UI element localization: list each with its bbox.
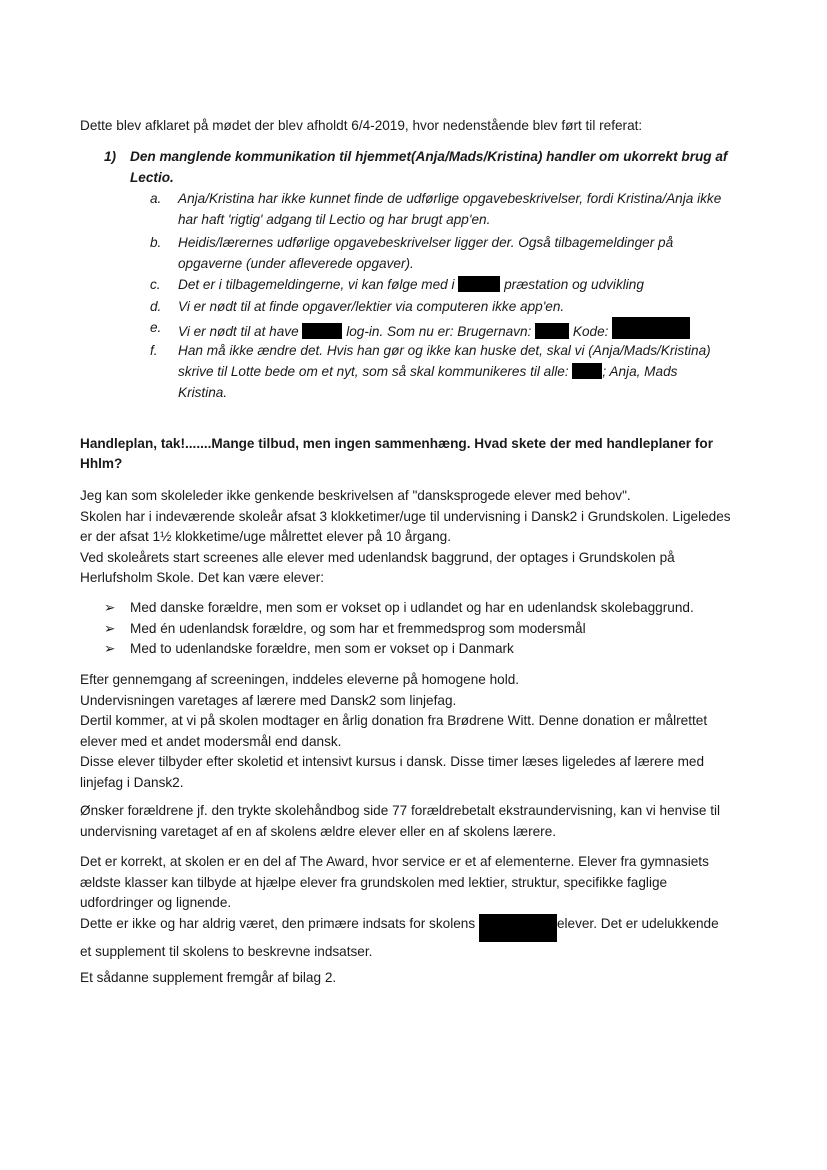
paragraph-line: Det er korrekt, at skolen er en del af The Award, hvor service er et af elementerne. Elever fra gymnasiets (80, 854, 709, 869)
paragraph-4b (80, 914, 760, 963)
subitem-e-text-code: Kode: (569, 324, 613, 339)
paragraph-2 (80, 670, 760, 793)
redaction-box (302, 323, 342, 339)
subitem-e (150, 317, 750, 342)
subitem-c-text-post: præstation og udvikling (500, 277, 644, 292)
redaction-box (572, 363, 602, 379)
heading-line-1: Handleplan, tak!.......Mange tilbud, men ingen sammenhæng. Hvad skete der med handleplaner for (80, 436, 713, 451)
subitem-f-line-2 (178, 361, 750, 382)
redaction-box (458, 276, 500, 292)
subitem-e-line (178, 317, 750, 342)
paragraph-3 (80, 801, 760, 842)
paragraph-line: Efter gennemgang af screeningen, inddeles eleverne på homogene hold. (80, 672, 520, 687)
paragraph-line: Dertil kommer, at vi på skolen modtager en årlig donation fra Brødrene Witt. Denne donation er målrettet (80, 713, 708, 728)
paragraph-line: udfordringer og lignende. (80, 895, 232, 910)
arrow-bullet-icon: ➢ (104, 641, 116, 656)
item-1-line-2: Lectio. (130, 170, 174, 185)
numbered-item-1 (104, 146, 744, 188)
subitem-a-line-1: Anja/Kristina har ikke kunnet finde de udførlige opgavebeskrivelser, fordi Kristina/Anja ikke (178, 191, 722, 206)
bullet-item (104, 639, 744, 660)
arrow-bullet-icon: ➢ (104, 600, 116, 615)
subitem-a (150, 188, 750, 230)
paragraph-1 (80, 486, 760, 589)
subitem-d (150, 296, 750, 317)
subitem-c-line (178, 274, 750, 295)
subitem-c-text-pre: Det er i tilbagemeldingerne, vi kan følge med i (178, 277, 459, 292)
bullet-text: Med to udenlandske forældre, men som er vokset op i Danmark (130, 641, 514, 656)
item-1-line-1: Den manglende kommunikation til hjemmet(Anja/Mads/Kristina) handler om ukorrekt brug af (130, 149, 728, 164)
subitem-f-text-pre: skrive til Lotte bede om et nyt, som så skal kommunikeres til alle: (178, 364, 573, 379)
paragraph-line: Skolen har i indeværende skoleår afsat 3 klokketimer/uge til undervisning i Dansk2 i Grundskolen. Ligeledes (80, 508, 731, 524)
intro-text: Dette blev afklaret på mødet der blev afholdt 6/4-2019, hvor nedenstående blev ført til referat: (80, 118, 643, 133)
subitem-e-text-mid: log-in. Som nu er: Brugernavn: (342, 324, 536, 339)
subitem-letter: d. (150, 299, 162, 314)
subitem-letter: e. (150, 320, 162, 335)
paragraph-line: er der afsat 1½ klokketime/uge målrettet elever på 10 årgang. (80, 529, 452, 544)
paragraph-5: Et sådanne supplement fremgår af bilag 2. (80, 970, 337, 985)
subitem-e-text-pre: Vi er nødt til at have (178, 324, 303, 339)
paragraph-text-post: elever. Det er udelukkende (556, 916, 719, 931)
paragraph-line: et supplement til skolens to beskrevne indsatser. (80, 944, 373, 959)
redaction-box (612, 317, 690, 339)
paragraph-line: Herlufsholm Skole. Det kan være elever: (80, 570, 325, 585)
paragraph-line: Jeg kan som skoleleder ikke genkende beskrivelsen af "dansksprogede elever med behov". (80, 488, 631, 503)
subitem-f-text-post: ; Anja, Mads (602, 364, 678, 379)
bullet-item (104, 598, 744, 619)
redaction-box (479, 914, 557, 942)
paragraph-line: Ved skoleårets start screenes alle elever med udenlandsk baggrund, der optages i Grundskolen på (80, 549, 675, 565)
bullet-text: Med danske forældre, men som er vokset op i udlandet og har en udenlandsk skolebaggrund. (130, 600, 694, 615)
paragraph-text-pre: Dette er ikke og har aldrig været, den primære indsats for skolens (80, 916, 479, 931)
subitem-b-line-1: Heidis/lærernes udførlige opgavebeskrivelser ligger der. Også tilbagemeldinger på (178, 235, 674, 250)
arrow-bullet-icon: ➢ (104, 620, 116, 636)
paragraph-line: ældste klasser kan tilbyde at hjælpe elever fra grundskolen med lektier, struktur, specifikke faglige (80, 874, 668, 890)
section-heading (80, 434, 730, 474)
bullet-list (104, 598, 744, 660)
subitem-letter: c. (150, 277, 161, 292)
subitem-c (150, 274, 750, 295)
subitem-f-line-3: Kristina. (178, 385, 228, 400)
subitem-letter: f. (150, 343, 158, 358)
heading-line-2: Hhlm? (80, 456, 123, 471)
subitem-b-line-2: opgaverne (under afleverede opgaver). (178, 256, 414, 271)
subitem-d-line: Vi er nødt til at finde opgaver/lektier via computeren ikke app'en. (178, 299, 565, 314)
redaction-box (535, 323, 569, 339)
paragraph-line (80, 914, 760, 942)
subitem-f (150, 340, 750, 403)
paragraph-line: undervisning varetaget af en af skolens ældre elever eller en af skolens lærere. (80, 823, 557, 839)
paragraph-line: linjefag i Dansk2. (80, 774, 184, 790)
paragraph-line: Ønsker forældrene jf. den trykte skolehåndbog side 77 forældrebetalt ekstraundervisning, kan vi henvise til (80, 803, 721, 818)
paragraph-line: Undervisningen varetages af lærere med Dansk2 som linjefag. (80, 692, 457, 708)
bullet-text: Med én udenlandsk forældre, og som har et fremmedsprog som modersmål (130, 620, 586, 636)
subitem-b (150, 232, 750, 274)
subitem-a-line-2: har haft 'rigtig' adgang til Lectio og har brugt app'en. (178, 212, 491, 227)
paragraph-line: elever med et andet modersmål end dansk. (80, 733, 342, 749)
item-number: 1) (104, 149, 117, 164)
subitem-letter: b. (150, 235, 162, 250)
paragraph-line: Disse elever tilbyder efter skoletid et intensivt kursus i dansk. Disse timer læses ligeledes af lærere med (80, 754, 705, 769)
subitem-letter: a. (150, 191, 162, 206)
subitem-f-line-1: Han må ikke ændre det. Hvis han gør og ikke kan huske det, skal vi (Anja/Mads/Kristina) (178, 343, 711, 358)
paragraph-4 (80, 852, 760, 914)
bullet-item (104, 619, 744, 640)
